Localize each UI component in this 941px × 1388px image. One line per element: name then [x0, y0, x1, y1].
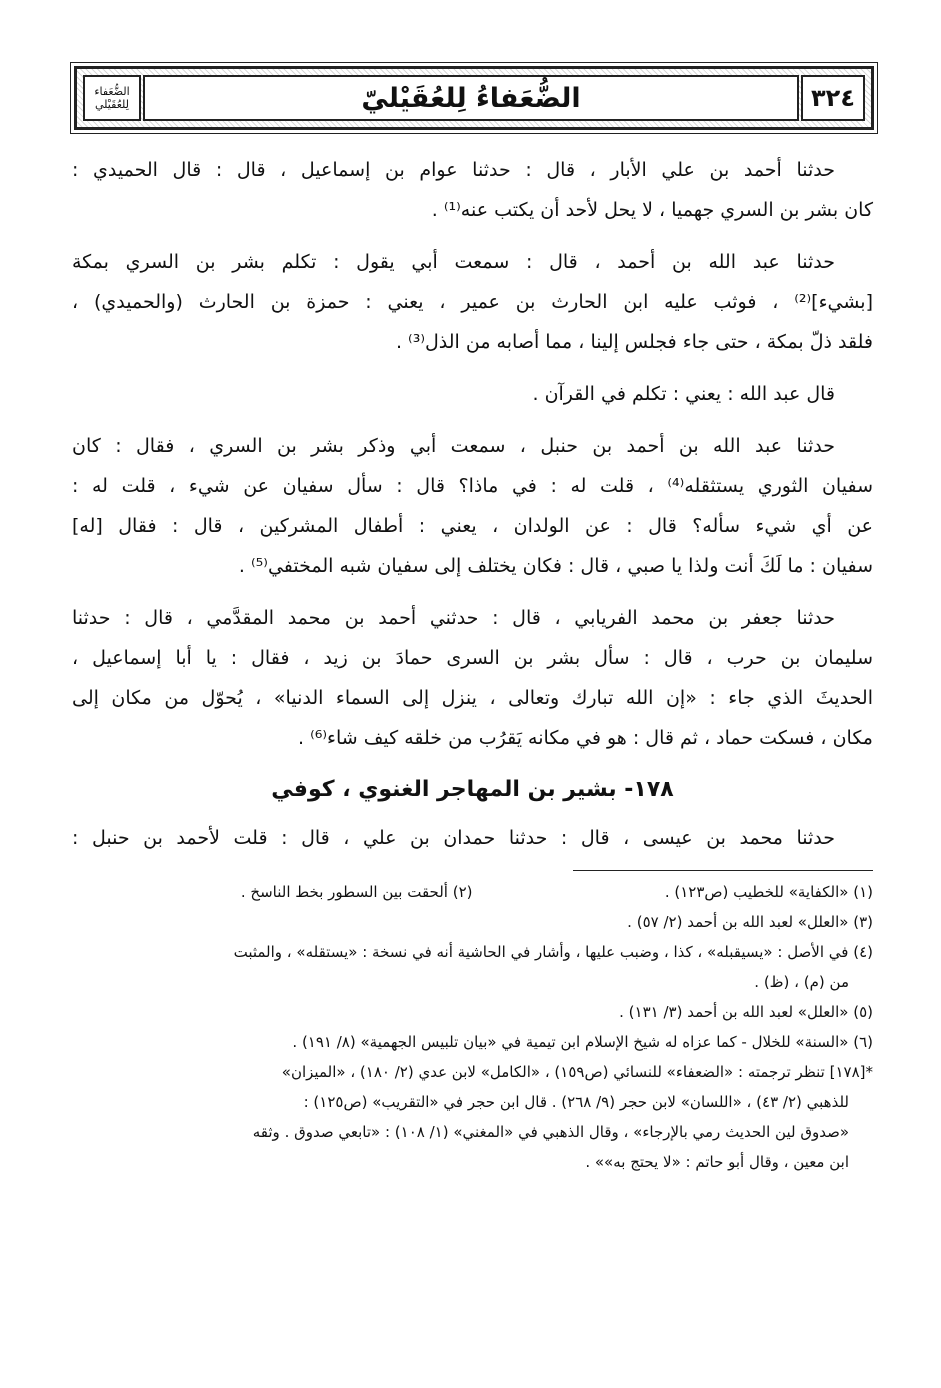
text-line: [بشيء]⁽²⁾ ، فوثب عليه ابن الحارث بن عمير ، يعني : حمزة بن الحارث (والحميدي) ،	[72, 291, 873, 313]
paragraph	[72, 818, 873, 858]
text-line: عن أي شيء سأله؟ قال : عن الولدان ، يعني : أطفال المشركين ، قال : فقال [له]	[72, 515, 873, 537]
entry-heading: ١٧٨- بشير بن المهاجر الغنوي ، كوفي	[271, 777, 674, 802]
main-text	[72, 150, 873, 1177]
footnote-row	[72, 877, 873, 907]
footnote-1: (١) «الكفاية» للخطيب (ص١٢٣) .	[664, 883, 873, 901]
footnote-4: (٤) في الأصل : «يسيقبله» ، كذا ، وضبب عليها ، وأشار في الحاشية أنه في نسخة : «يستقله» ، والمثبت	[233, 943, 873, 961]
paragraph	[72, 598, 873, 758]
text-line: سليمان بن حرب ، قال : سأل بشر بن السرى حمادَ بن زيد ، فقال : يا أبا إسماعيل ،	[72, 647, 873, 669]
text-line: حدثنا أحمد بن علي الأبار ، قال : حدثنا عوام بن إسماعيل ، قال : قال الحميدي :	[72, 159, 835, 181]
page-header	[74, 66, 874, 130]
text-line: حدثنا محمد بن عيسى ، قال : حدثنا حمدان بن علي ، قال : قلت لأحمد بن حنبل :	[72, 827, 835, 849]
footnote-4-continued: من (م) ، (ظ) .	[754, 973, 849, 991]
paragraph	[72, 426, 873, 586]
footnotes	[72, 877, 873, 1177]
text-line: حدثنا عبد الله بن أحمد بن حنبل ، سمعت أبي وذكر بشر بن السري ، فقال : كان	[72, 435, 835, 457]
footnote-5: (٥) «العلل» لعبد الله بن أحمد (٣/ ١٣١) .	[619, 1003, 873, 1021]
text-line: فلقد ذلّ بمكة ، حتى جاء فجلس إلينا ، مما أصابه من الذل⁽³⁾ .	[395, 331, 873, 353]
footnote-178: *[١٧٨] تنظر ترجمته : «الضعفاء» للنسائي (ص١٥٩) ، «الكامل» لابن عدي (٢/ ١٨٠) ، «الميزان»	[281, 1063, 873, 1081]
paragraph	[72, 242, 873, 362]
text-line: حدثنا عبد الله بن أحمد ، قال : سمعت أبي يقول : تكلم بشر بن السري بمكة	[72, 251, 835, 273]
text-line: حدثنا جعفر بن محمد الفريابي ، قال : حدثني أحمد بن محمد المقدَّمي ، قال : حدثنا	[72, 607, 835, 629]
book-emblem-icon: الضُّعَفاء لِلعُقَيْلي	[83, 75, 141, 121]
footnote-divider	[573, 870, 873, 871]
header-title-box	[143, 75, 799, 121]
book-title: الضُّعَفاءُ لِلعُقَيْليّ	[361, 82, 581, 114]
text-line: سفيان : ما لَكَ أنت ولذا يا صبي ، قال : فكان يختلف إلى سفيان شبه المختفي⁽⁵⁾ .	[238, 555, 873, 577]
footnote-3: (٣) «العلل» لعبد الله بن أحمد (٢/ ٥٧) .	[627, 913, 873, 931]
footnote-178-continued: للذهبي (٢/ ٤٣) ، «اللسان» لابن حجر (٩/ ٢٦٨) . قال ابن حجر في «التقريب» (ص١٢٥) :	[303, 1093, 849, 1111]
text-line: كان بشر بن السري جهميا ، لا يحل لأحد أن يكتب عنه⁽¹⁾ .	[431, 199, 873, 221]
footnote-2: (٢) ألحقت بين السطور بخط الناسخ .	[240, 883, 473, 901]
text-line: مكان ، فسكت حماد ، ثم قال : هو في مكانه يَقرُب من خلقه كيف شاء⁽⁶⁾ .	[297, 727, 873, 749]
footnote-6: (٦) «السنة» للخلال - كما عزاه له شيخ الإسلام ابن تيمية في «بيان تلبيس الجهمية» (٨/ ١٩١) .	[292, 1033, 873, 1051]
text-line: سفيان الثوري يستثقله⁽⁴⁾ ، قلت له : في ماذا؟ قال : سأل سفيان عن شيء ، قلت له :	[72, 475, 873, 497]
page-number: ٣٢٤	[801, 75, 865, 121]
paragraph	[72, 150, 873, 230]
paragraph	[72, 374, 873, 414]
footnote-178-continued: «صدوق لين الحديث رمي بالإرجاء» ، وقال الذهبي في «المغني» (١/ ١٠٨) : «تابعي صدوق . وثقه	[252, 1123, 849, 1141]
text-line: الحديثَ الذي جاء : «إن الله تبارك وتعالى ، ينزل إلى السماء الدنيا» ، يُحوّل من مكان إلى	[72, 687, 873, 709]
footnote-178-continued: ابن معين ، وقال أبو حاتم : «لا يحتج به»» .	[585, 1153, 849, 1171]
text-line: قال عبد الله : يعني : تكلم في القرآن .	[532, 383, 835, 405]
